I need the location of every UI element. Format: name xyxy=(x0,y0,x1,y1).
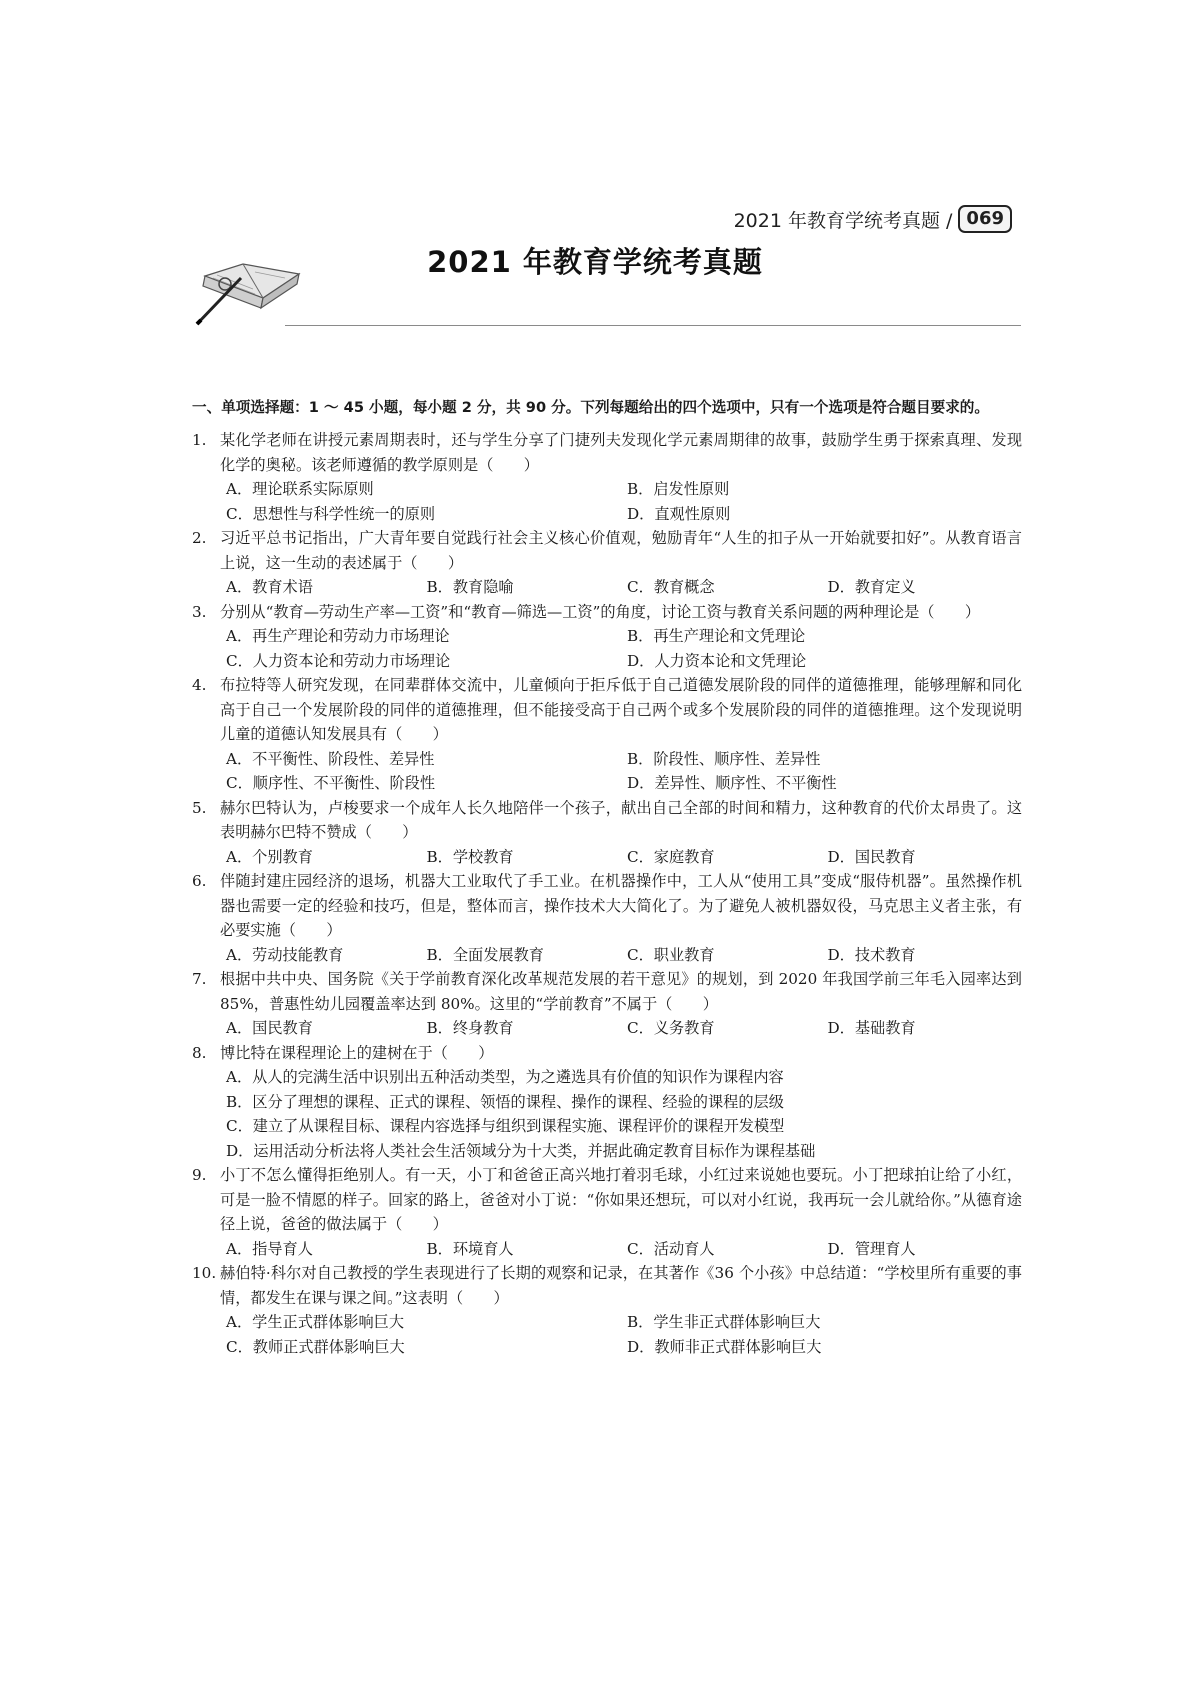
answer-option: D．教师非正式群体影响巨大 xyxy=(627,1337,822,1356)
answer-option: C．人力资本论和劳动力市场理论 xyxy=(226,651,451,670)
question-item xyxy=(192,1041,1022,1164)
answer-option: D．管理育人 xyxy=(827,1239,916,1258)
option-group xyxy=(192,747,1022,796)
section-heading: 一、单项选择题：1 ～ 45 小题，每小题 2 分，共 90 分。下列每题给出的四个选项中，只有一个选项是符合题目要求的。 xyxy=(192,399,989,416)
question-stem xyxy=(192,869,1022,943)
question-item xyxy=(192,526,1022,600)
question-number: 5. xyxy=(192,798,207,817)
answer-option: D．直观性原则 xyxy=(627,504,731,523)
question-item xyxy=(192,600,1022,674)
question-stem xyxy=(192,673,1022,747)
option-group xyxy=(192,1065,1022,1163)
question-stem xyxy=(192,796,1022,845)
answer-option: C．职业教育 xyxy=(627,945,715,964)
answer-option: A．个别教育 xyxy=(226,847,313,866)
question-stem xyxy=(192,1041,1022,1066)
question-item xyxy=(192,673,1022,796)
option-group xyxy=(192,624,1022,673)
answer-option: C．建立了从课程目标、课程内容选择与组织到课程实施、课程评价的课程开发模型 xyxy=(226,1117,785,1135)
option-group xyxy=(192,477,1022,526)
answer-option: D．技术教育 xyxy=(827,945,916,964)
question-item xyxy=(192,428,1022,526)
question-text: 布拉特等人研究发现，在同辈群体交流中，儿童倾向于拒斥低于自己道德发展阶段的同伴的道德推理，能够理解和同化高于自己一个发展阶段的同伴的道德推理，但不能接受高于自己两个或多个发展阶段的同伴的道德推理。这个发现说明儿童的道德认知发展具有（ ） xyxy=(220,676,1022,743)
answer-option: C．家庭教育 xyxy=(627,847,715,866)
answer-option: B．启发性原则 xyxy=(627,480,730,498)
page-number-badge: 069 xyxy=(958,205,1012,233)
question-number: 8. xyxy=(192,1043,207,1062)
option-group xyxy=(192,1237,1022,1262)
answer-option: B．学生非正式群体影响巨大 xyxy=(627,1313,821,1331)
question-stem xyxy=(192,1163,1022,1237)
option-group xyxy=(192,1016,1022,1041)
answer-option: B．环境育人 xyxy=(426,1239,514,1258)
question-number: 10. xyxy=(192,1264,217,1282)
answer-option: A．理论联系实际原则 xyxy=(226,480,374,498)
answer-option: A．国民教育 xyxy=(226,1019,313,1037)
answer-option: D．人力资本论和文凭理论 xyxy=(627,651,807,670)
question-stem xyxy=(192,967,1022,1016)
question-number: 1. xyxy=(192,431,207,449)
question-item xyxy=(192,796,1022,870)
question-text: 习近平总书记指出，广大青年要自觉践行社会主义核心价值观，勉励青年“人生的扣子从一开始就要扣好”。从教育语言上说，这一生动的表述属于（ ） xyxy=(220,529,1022,572)
answer-option: D．教育定义 xyxy=(827,578,916,596)
question-item xyxy=(192,1261,1022,1359)
option-group xyxy=(192,845,1022,870)
question-number: 6. xyxy=(192,872,207,890)
answer-option: C．教师正式群体影响巨大 xyxy=(226,1337,405,1356)
answer-option: B．学校教育 xyxy=(426,847,514,866)
question-item xyxy=(192,967,1022,1041)
answer-option: B．区分了理想的课程、正式的课程、领悟的课程、操作的课程、经验的课程的层级 xyxy=(226,1092,784,1111)
running-header xyxy=(734,205,1012,233)
question-number: 7. xyxy=(192,970,207,988)
answer-option: C．顺序性、不平衡性、阶段性 xyxy=(226,774,436,792)
option-group xyxy=(192,1310,1022,1359)
question-text: 博比特在课程理论上的建树在于（ ） xyxy=(220,1043,494,1062)
answer-option: A．再生产理论和劳动力市场理论 xyxy=(226,627,450,645)
question-text: 赫伯特·科尔对自己教授的学生表现进行了长期的观察和记录，在其著作《36 个小孩》中总结道：“学校里所有重要的事情，都发生在课与课之间。”这表明（ ） xyxy=(220,1264,1022,1307)
answer-option: B．阶段性、顺序性、差异性 xyxy=(627,749,821,768)
page-title: 2021 年教育学统考真题 xyxy=(427,245,763,279)
question-number: 3. xyxy=(192,602,207,621)
answer-option: B．教育隐喻 xyxy=(426,578,514,596)
question-text: 伴随封建庄园经济的退场，机器大工业取代了手工业。在机器操作中，工人从“使用工具”变成“服侍机器”。虽然操作机器也需要一定的经验和技巧，但是，整体而言，操作技术大大简化了。为了避免人被机器奴役，马克思主义者主张，有必要实施（ ） xyxy=(220,872,1022,939)
answer-option: B．再生产理论和文凭理论 xyxy=(627,627,806,645)
answer-option: C．义务教育 xyxy=(627,1019,715,1037)
question-number: 4. xyxy=(192,676,207,694)
answer-option: D．差异性、顺序性、不平衡性 xyxy=(627,774,837,792)
answer-option: A．指导育人 xyxy=(226,1239,313,1258)
question-text: 某化学老师在讲授元素周期表时，还与学生分享了门捷列夫发现化学元素周期律的故事，鼓励学生勇于探索真理、发现化学的奥秘。该老师遵循的教学原则是（ ） xyxy=(220,431,1022,474)
question-stem xyxy=(192,600,1022,625)
question-section xyxy=(192,395,1022,1359)
answer-option: D．国民教育 xyxy=(827,847,916,866)
question-stem xyxy=(192,526,1022,575)
question-text: 小丁不怎么懂得拒绝别人。有一天，小丁和爸爸正高兴地打着羽毛球，小红过来说她也要玩。小丁把球拍让给了小红，可是一脸不情愿的样子。回家的路上，爸爸对小丁说：“你如果还想玩，可以对小红说，我再玩一会儿就给你。”从德育途径上说，爸爸的做法属于（ ） xyxy=(220,1166,1022,1233)
answer-option: C．活动育人 xyxy=(627,1239,715,1258)
option-group xyxy=(192,575,1022,600)
question-list xyxy=(192,428,1022,1359)
answer-option: A．不平衡性、阶段性、差异性 xyxy=(226,749,435,768)
answer-option: A．教育术语 xyxy=(226,578,313,596)
question-stem xyxy=(192,428,1022,477)
answer-option: C．思想性与科学性统一的原则 xyxy=(226,504,436,523)
question-item xyxy=(192,1163,1022,1261)
answer-option: B．全面发展教育 xyxy=(426,945,544,964)
question-stem xyxy=(192,1261,1022,1310)
question-number: 2. xyxy=(192,529,207,547)
question-text: 根据中共中央、国务院《关于学前教育深化改革规范发展的若干意见》的规划，到 2020 年我国学前三年毛入园率达到 85%，普惠性幼儿园覆盖率达到 80%。这里的“学前教育”不属于（ ） xyxy=(220,970,1022,1013)
running-title: 2021 年教育学统考真题 / xyxy=(733,209,953,232)
question-text: 赫尔巴特认为，卢梭要求一个成年人长久地陪伴一个孩子，献出自己全部的时间和精力，这种教育的代价太昂贵了。这表明赫尔巴特不赞成（ ） xyxy=(220,798,1022,841)
answer-option: D．运用活动分析法将人类社会生活领域分为十大类，并据此确定教育目标作为课程基础 xyxy=(226,1141,816,1160)
answer-option: A．劳动技能教育 xyxy=(226,945,344,964)
answer-option: A．学生正式群体影响巨大 xyxy=(226,1313,405,1331)
answer-option: C．教育概念 xyxy=(627,578,715,596)
title-divider xyxy=(285,325,1021,326)
option-group xyxy=(192,943,1022,968)
question-number: 9. xyxy=(192,1166,207,1184)
answer-option: B．终身教育 xyxy=(426,1019,514,1037)
question-item xyxy=(192,869,1022,967)
answer-option: D．基础教育 xyxy=(827,1019,916,1037)
question-text: 分别从“教育—劳动生产率—工资”和“教育—筛选—工资”的角度，讨论工资与教育关系问题的两种理论是（ ） xyxy=(220,602,981,621)
answer-option: A．从人的完满生活中识别出五种活动类型，为之遴选具有价值的知识作为课程内容 xyxy=(226,1068,784,1086)
